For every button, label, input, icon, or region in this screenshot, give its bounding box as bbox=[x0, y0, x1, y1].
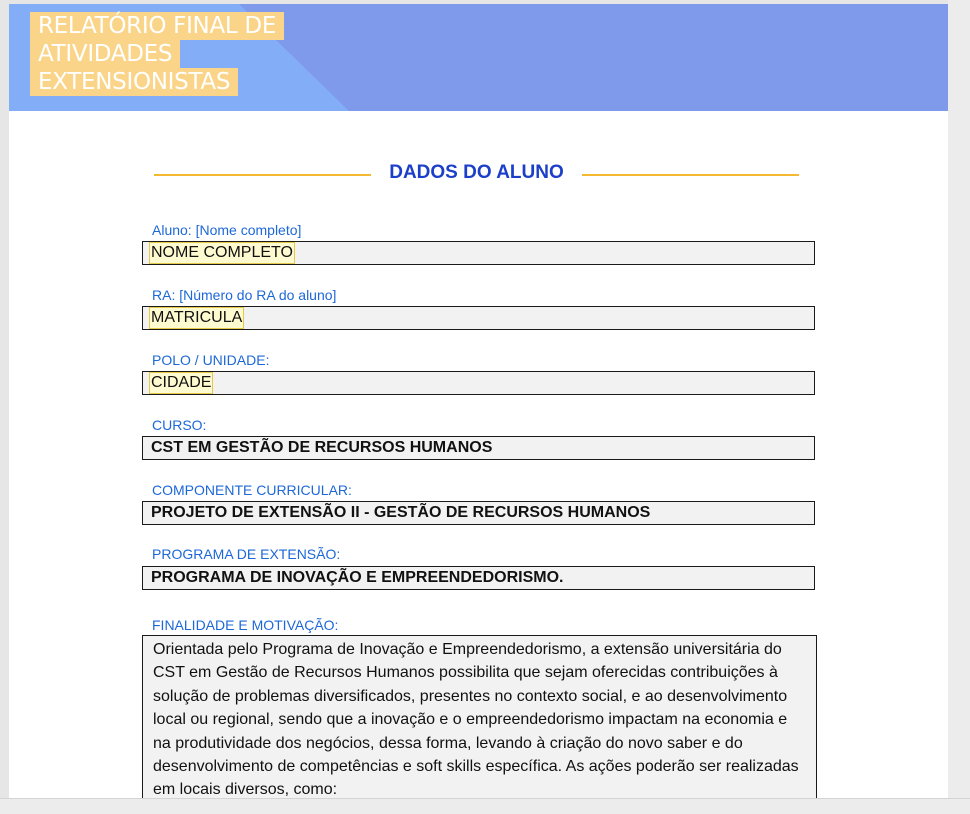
finalidade-field[interactable] bbox=[142, 635, 817, 810]
section-heading bbox=[154, 159, 800, 189]
header-banner bbox=[9, 4, 948, 111]
programa-field[interactable]: PROGRAMA DE INOVAÇÃO E EMPREENDEDORISMO. bbox=[142, 566, 815, 590]
curso-field[interactable]: CST EM GESTÃO DE RECURSOS HUMANOS bbox=[142, 436, 815, 460]
aluno-label: Aluno: [Nome completo] bbox=[152, 222, 302, 238]
polo-value[interactable]: CIDADE bbox=[149, 372, 213, 394]
ra-value[interactable]: MATRICULA bbox=[149, 307, 244, 329]
curso-label: CURSO: bbox=[152, 417, 207, 433]
scroll-gutter-bottom bbox=[0, 798, 970, 814]
report-title-line-1: RELATÓRIO FINAL DE bbox=[30, 12, 284, 40]
ra-label: RA: [Número do RA do aluno] bbox=[152, 287, 337, 303]
report-title bbox=[30, 12, 284, 96]
report-title-line-2: ATIVIDADES bbox=[30, 40, 180, 68]
polo-label: POLO / UNIDADE: bbox=[152, 352, 270, 368]
ra-field[interactable] bbox=[142, 306, 815, 330]
aluno-value[interactable]: NOME COMPLETO bbox=[149, 242, 295, 264]
scroll-gutter-right bbox=[948, 0, 970, 814]
heading-rule-right bbox=[582, 174, 799, 176]
componente-label: COMPONENTE CURRICULAR: bbox=[152, 482, 352, 498]
heading-rule-left bbox=[154, 174, 371, 176]
finalidade-label: FINALIDADE E MOTIVAÇÃO: bbox=[152, 617, 339, 633]
componente-field[interactable]: PROJETO DE EXTENSÃO II - GESTÃO DE RECURSOS HUMANOS bbox=[142, 501, 815, 525]
section-heading-text: DADOS DO ALUNO bbox=[389, 162, 564, 183]
polo-field[interactable] bbox=[142, 371, 815, 395]
programa-label: PROGRAMA DE EXTENSÃO: bbox=[152, 546, 341, 562]
document-page bbox=[9, 4, 948, 810]
finalidade-text[interactable]: Orientada pelo Programa de Inovação e Empreendedorismo, a extensão universitária do CST em Gestão de Recursos Humanos possibilita que sejam oferecidas contribuições à solução de problemas diversificados, presentes no contexto social, e ao desenvolvimento local ou regional, sendo que a inovação e o empreendedorismo impactam na economia e na produtividade dos negócios, dessa forma, levando à criação do novo saber e do desenvolvimento de competências e soft skills específica. As ações poderão ser realizadas em locais diversos, como: bbox=[153, 641, 799, 799]
report-title-line-3: EXTENSIONISTAS bbox=[30, 68, 238, 96]
aluno-field[interactable] bbox=[142, 241, 815, 265]
